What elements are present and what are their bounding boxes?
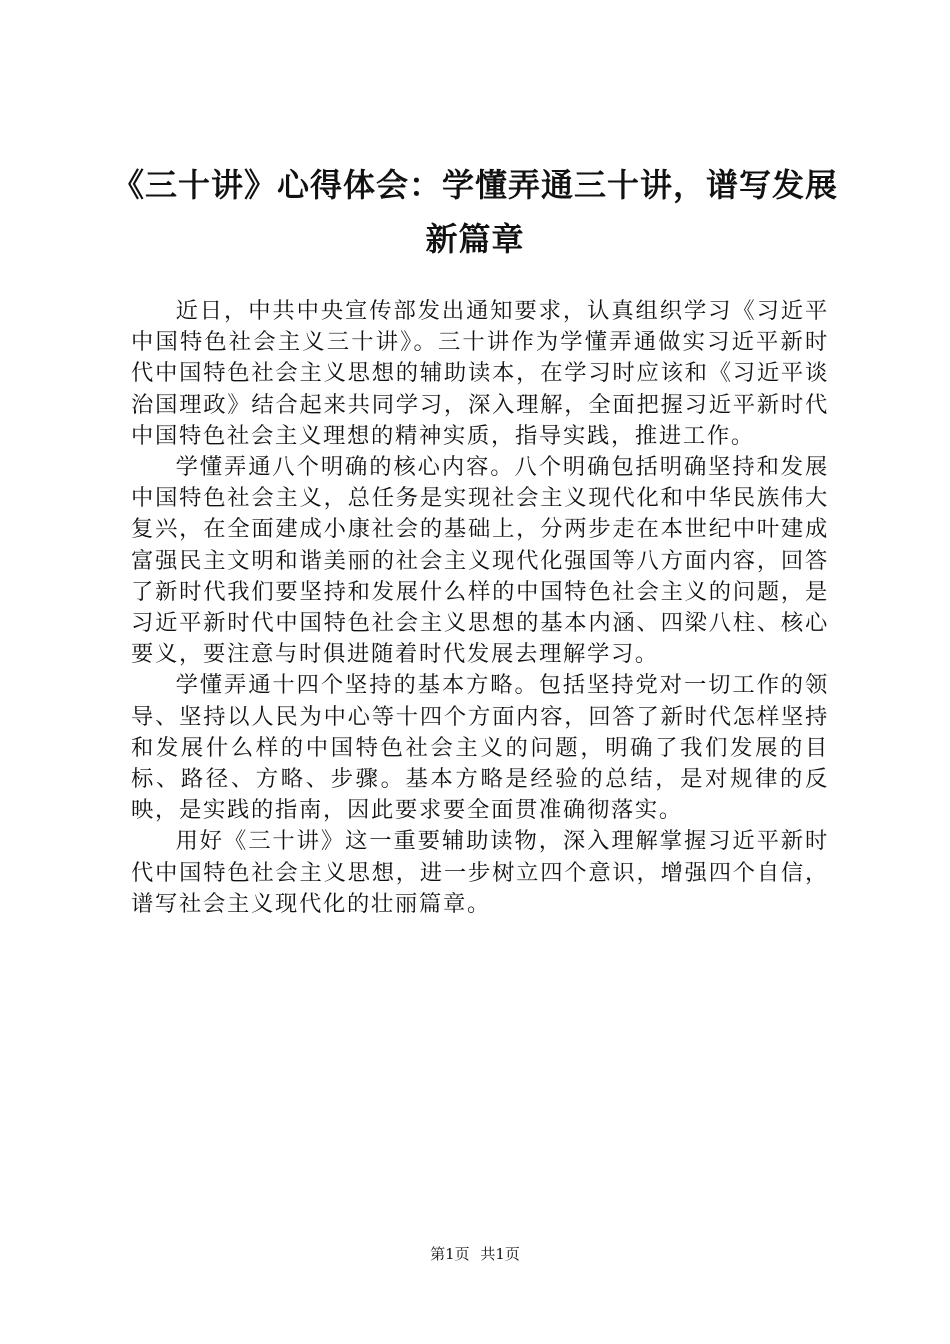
page-footer <box>0 1244 950 1264</box>
document-body <box>131 296 829 920</box>
paragraph: 用好《三十讲》这一重要辅助读物，深入理解掌握习近平新时代中国特色社会主义思想，进一步树立四个意识，增强四个自信，谱写社会主义现代化的壮丽篇章。 <box>131 828 829 917</box>
paragraph: 学懂弄通十四个坚持的基本方略。包括坚持党对一切工作的领导、坚持以人民为中心等十四个方面内容，回答了新时代怎样坚持和发展什么样的中国特色社会主义的问题，明确了我们发展的目标、路径、方略、步骤。基本方略是经验的总结，是对规律的反映，是实践的指南，因此要求要全面贯准确彻落实。 <box>131 672 829 824</box>
document-title: 《三十讲》心得体会：学懂弄通三十讲，谱写发展新篇章 <box>111 166 838 258</box>
page-total: 共1页 <box>480 1245 520 1263</box>
paragraph: 学懂弄通八个明确的核心内容。八个明确包括明确坚持和发展中国特色社会主义，总任务是实现社会主义现代化和中华民族伟大复兴，在全面建成小康社会的基础上，分两步走在本世纪中叶建成富强民主文明和谐美丽的社会主义现代化强国等八方面内容，回答了新时代我们要坚持和发展什么样的中国特色社会主义的问题，是习近平新时代中国特色社会主义思想的基本内涵、四梁八柱、核心要义，要注意与时俱进随着时代发展去理解学习。 <box>131 454 829 668</box>
page-number: 第1页 <box>430 1245 470 1263</box>
paragraph: 近日，中共中央宣传部发出通知要求，认真组织学习《习近平中国特色社会主义三十讲》。三十讲作为学懂弄通做实习近平新时代中国特色社会主义思想的辅助读本，在学习时应该和《习近平谈治国理政》结合起来共同学习，深入理解，全面把握习近平新时代中国特色社会主义理想的精神实质，指导实践，推进工作。 <box>131 298 829 449</box>
